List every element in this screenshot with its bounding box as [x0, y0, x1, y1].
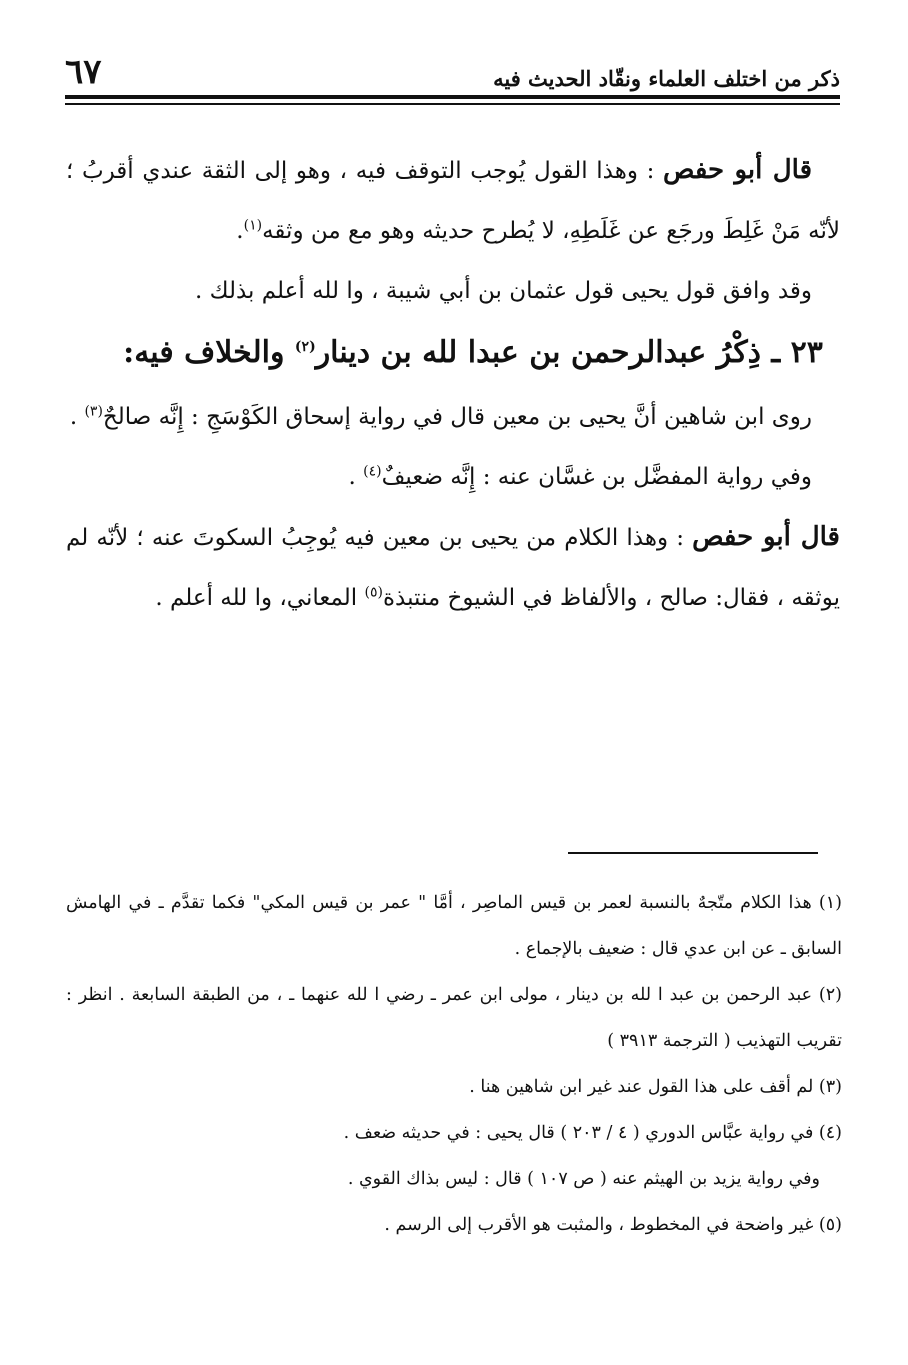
header-rule-thick: [65, 95, 840, 99]
paragraph-4: [66, 447, 840, 507]
speaker-label: قال أبو حفص: [692, 522, 840, 552]
page-header: [65, 50, 840, 100]
footnote-4-continued: وفي رواية يزيد بن الهيثم عنه ( ص ١٠٧ ) قال : ليس بذاك القوي .: [347, 1169, 820, 1189]
paragraph-end: .: [69, 404, 85, 430]
footnote-ref-5[interactable]: (٥): [364, 584, 383, 601]
paragraph-3: [66, 387, 840, 447]
footnote-ref-3[interactable]: (٣): [84, 403, 103, 420]
speaker-label: قال أبو حفص: [663, 155, 812, 185]
heading-text: ٢٣ ـ ذِكْرُ عبدالرحمن بن عبدا لله بن دينار: [315, 335, 823, 370]
paragraph-2: وقد وافق قول يحيى قول عثمان بن أبي شيبة ، وا لله أعلم بذلك .: [194, 278, 812, 304]
running-title: ذكر من اختلف العلماء ونقّاد الحديث فيه: [493, 66, 840, 91]
paragraph-text: وفي رواية المفضَّل بن غسَّان عنه : إِنَّه ضعيفٌ: [381, 464, 812, 490]
footnotes: [66, 880, 842, 1248]
heading-end: والخلاف فيه:: [123, 335, 295, 370]
footnote-2: (٢) عبد الرحمن بن عبد ا لله بن دينار ، مولى ابن عمر ـ رضي ا لله عنهما ـ ، من الطبقة السابعة . انظر : تقريب التهذيب ( الترجمة ٣٩١٣ ): [66, 985, 842, 1051]
page-number: ٦٧: [65, 52, 102, 92]
footnote-ref-1[interactable]: (١): [243, 217, 263, 234]
footnote-ref-2[interactable]: (٢): [294, 339, 316, 355]
footnote-4: (٤) في رواية عبَّاس الدوري ( ٤ / ٢٠٣ ) قال يحيى : في حديثه ضعف .: [343, 1123, 842, 1143]
footnote-ref-4[interactable]: (٤): [363, 463, 382, 480]
header-rule-thin: [65, 103, 840, 105]
paragraph-text: : وهذا الكلام من يحيى بن معين فيه يُوجِبُ السكوتَ عنه ؛ لأنّه لم يوثقه ، فقال: صالح ، والألفاظ في الشيوخ منتبذة: [66, 525, 840, 611]
footnote-1: (١) هذا الكلام متّجهٌ بالنسبة لعمر بن قيس الماصِر ، أمَّا " عمر بن قيس المكي" فكما تقدَّم ـ في الهامش السابق ـ عن ابن عدي قال : ضعيف بالإجماع .: [66, 893, 842, 959]
paragraph-5: [66, 507, 840, 628]
paragraph-end: .: [348, 464, 364, 490]
footnote-separator: [568, 852, 818, 854]
section-heading: [66, 323, 840, 383]
paragraph-end: .: [236, 218, 244, 244]
footnote-3: (٣) لم أقف على هذا القول عند غير ابن شاهين هنا .: [469, 1077, 842, 1097]
main-text: [66, 140, 840, 628]
paragraph-text: : وهذا القول يُوجب التوقف فيه ، وهو إلى الثقة عندي أقربُ ؛ لأنّه مَنْ غَلِطَ ورجَع عن غَلَطِهِ، لا يُطرح حديثه وهو مع من وثقه: [66, 158, 840, 244]
paragraph-text: روى ابن شاهين أنَّ يحيى بن معين قال في رواية إسحاق الكَوْسَجِ : إِنَّه صالحٌ: [102, 404, 812, 430]
paragraph-end: المعاني، وا لله أعلم .: [155, 585, 365, 611]
paragraph-1: [66, 140, 840, 261]
footnote-5: (٥) غير واضحة في المخطوط ، والمثبت هو الأقرب إلى الرسم .: [384, 1215, 842, 1235]
